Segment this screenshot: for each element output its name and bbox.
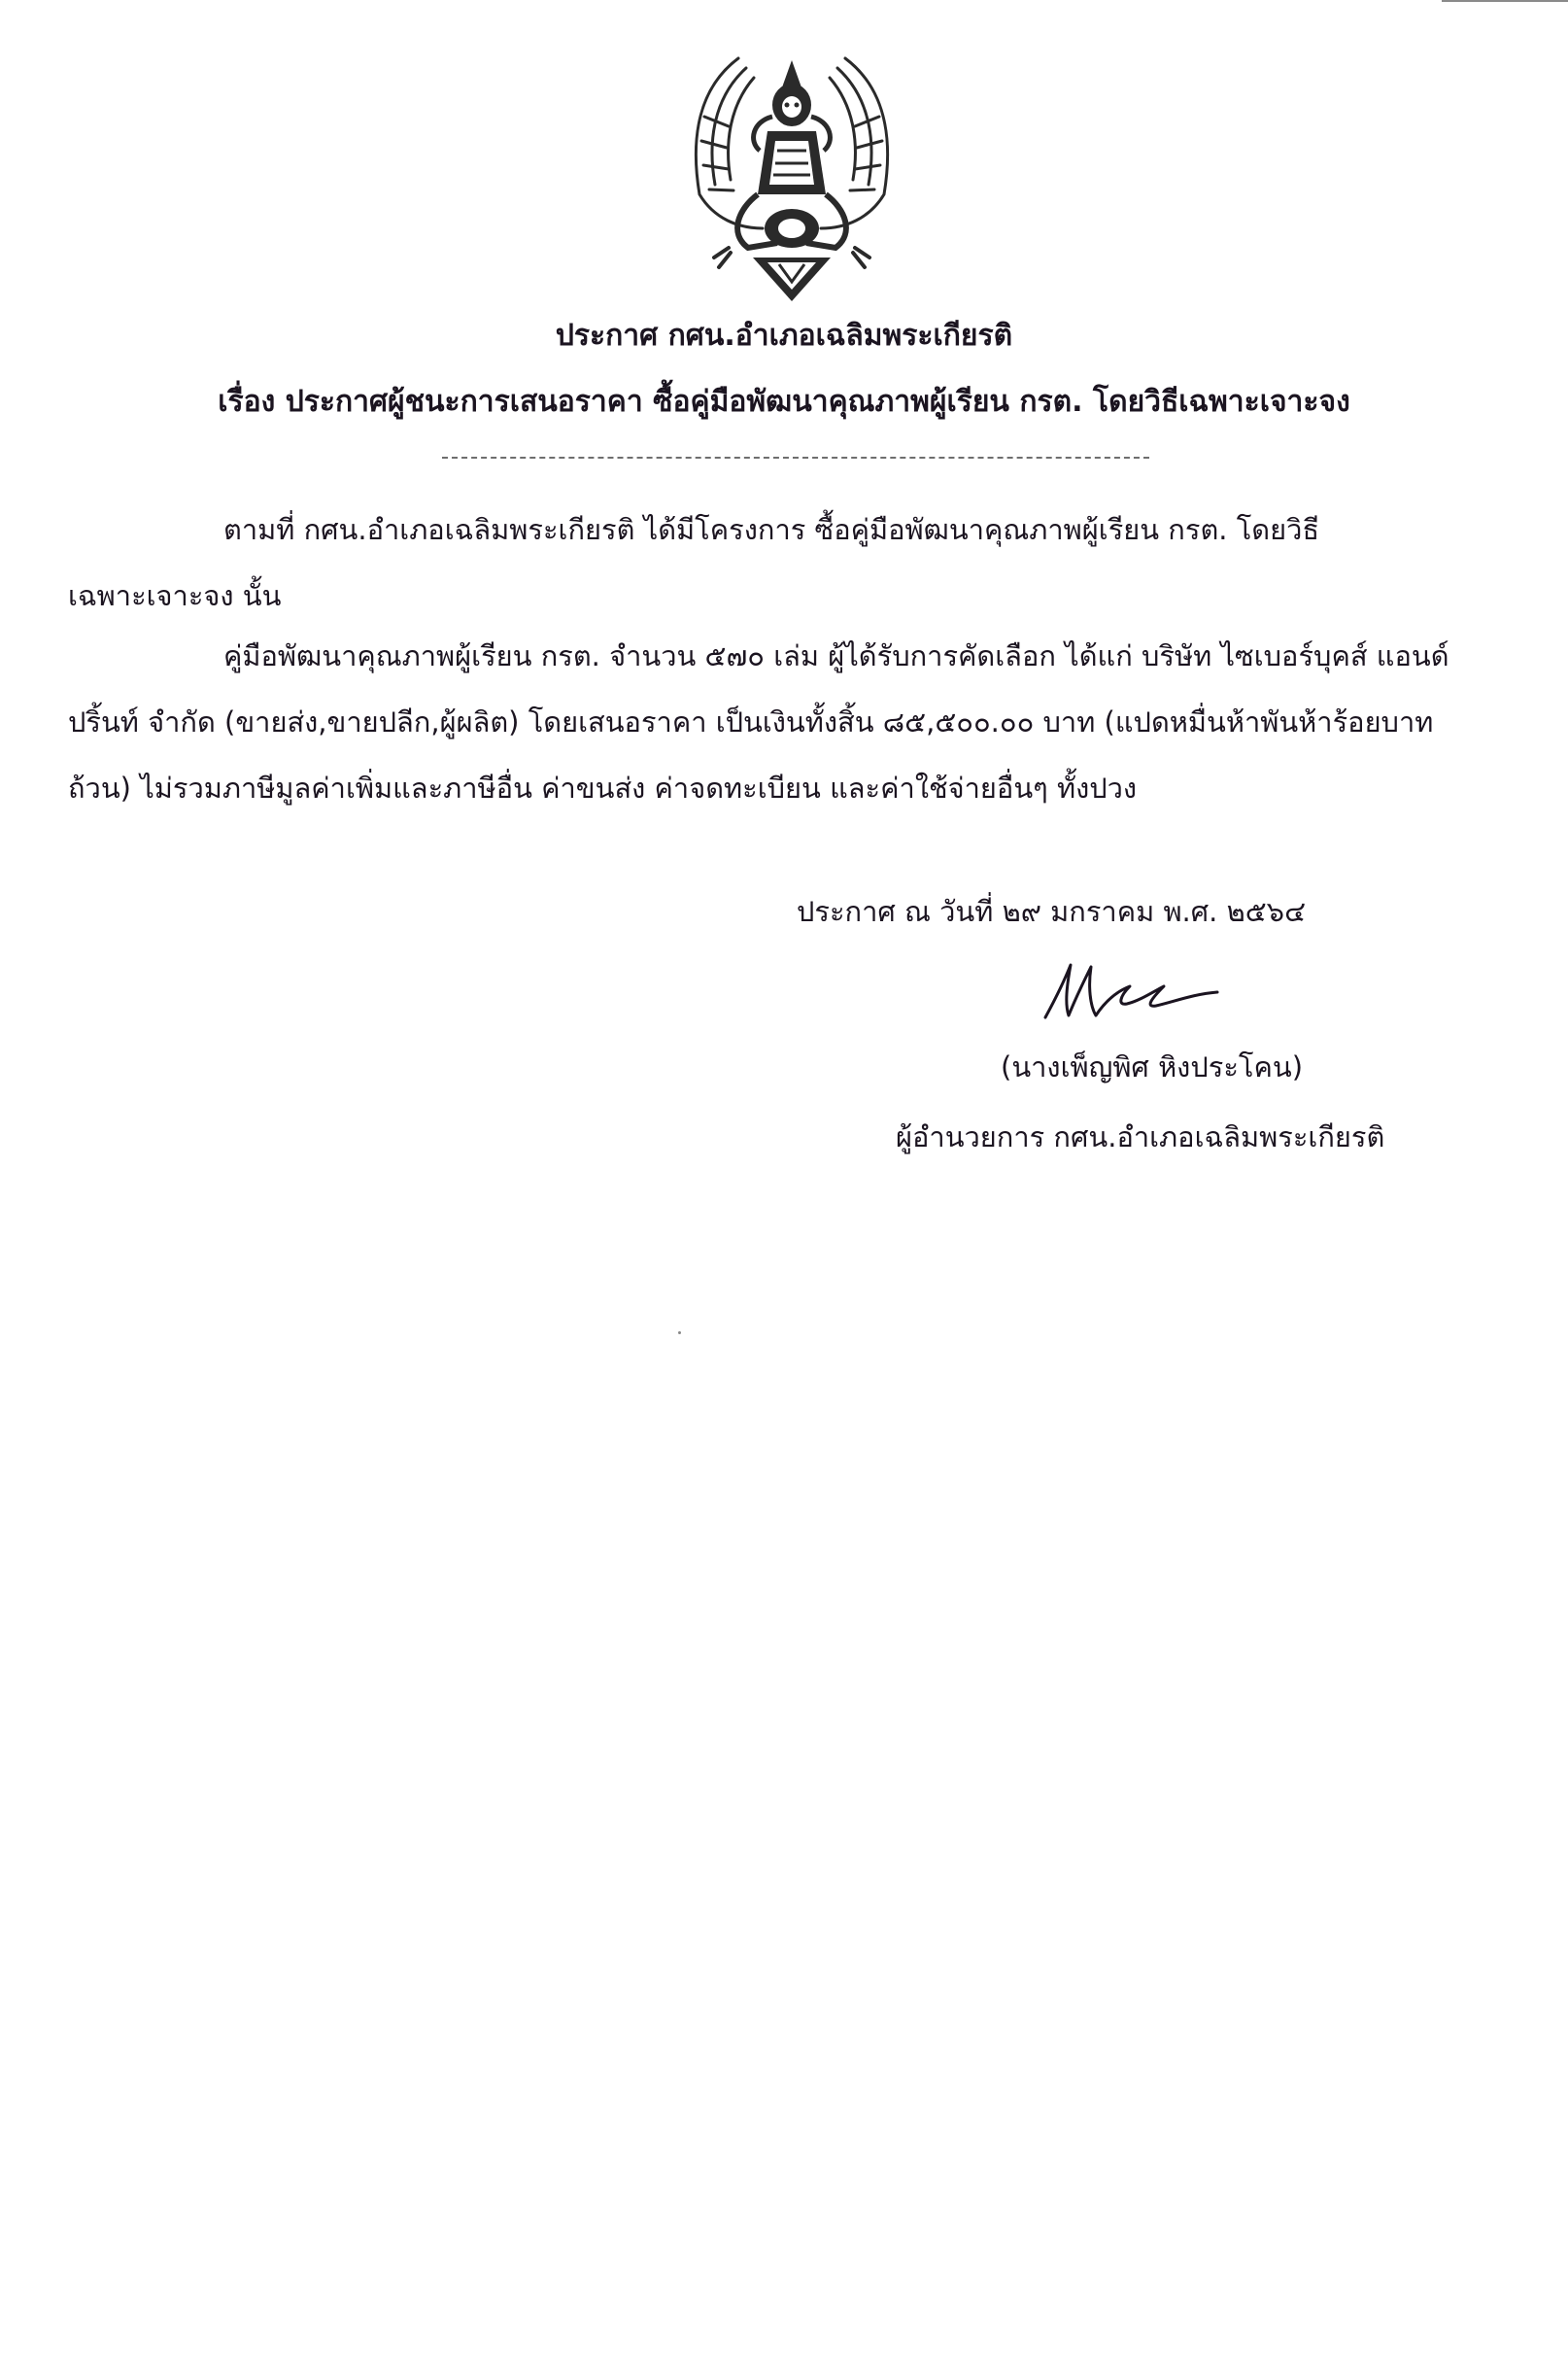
paragraph2-line3: ถ้วน) ไม่รวมภาษีมูลค่าเพิ่มและภาษีอื่น ค่าขนส่ง ค่าจดทะเบียน และค่าใช้จ่ายอื่นๆ ทั้งปวง (68, 772, 1138, 805)
paragraph1-line1: ตามที่ กศน.อำเภอเฉลิมพระเกียรติ ได้มีโครงการ ซื้อคู่มือพัฒนาคุณภาพผู้เรียน กรต. โดยวิธี (223, 513, 1320, 546)
garuda-emblem-icon (670, 49, 913, 316)
paragraph2-line2: ปริ้นท์ จำกัด (ขายส่ง,ขายปลีก,ผู้ผลิต) โดยเสนอราคา เป็นเงินทั้งสิ้น ๘๕,๕๐๐.๐๐ บาท (แปดหมื่นห้าพันห้าร้อยบาท (68, 705, 1434, 739)
scan-edge-line (1442, 0, 1568, 2)
scan-speck (678, 1331, 681, 1334)
signer-position: ผู้อำนวยการ กศน.อำเภอเฉลิมพระเกียรติ (896, 1120, 1385, 1153)
announcement-subject: เรื่อง ประกาศผู้ชนะการเสนอราคา ซื้อคู่มือพัฒนาคุณภาพผู้เรียน กรต. โดยวิธีเฉพาะเจาะจง (218, 385, 1350, 419)
paragraph2-line1: คู่มือพัฒนาคุณภาพผู้เรียน กรต. จำนวน ๕๗๐ เล่ม ผู้ได้รับการคัดเลือก ได้แก่ บริษัท ไซเบอร์บุคส์ แอนด์ (223, 639, 1449, 672)
signer-name: (นางเพ็ญพิศ หิงประโคน) (1001, 1050, 1304, 1083)
signature-icon (1038, 957, 1222, 1025)
dashed-divider (442, 457, 1149, 459)
announcement-date: ประกาศ ณ วันที่ ๒๙ มกราคม พ.ศ. ๒๕๖๔ (797, 895, 1307, 928)
announcement-title: ประกาศ กศน.อำเภอเฉลิมพระเกียรติ (555, 319, 1013, 353)
paragraph1-line2: เฉพาะเจาะจง นั้น (68, 579, 282, 612)
